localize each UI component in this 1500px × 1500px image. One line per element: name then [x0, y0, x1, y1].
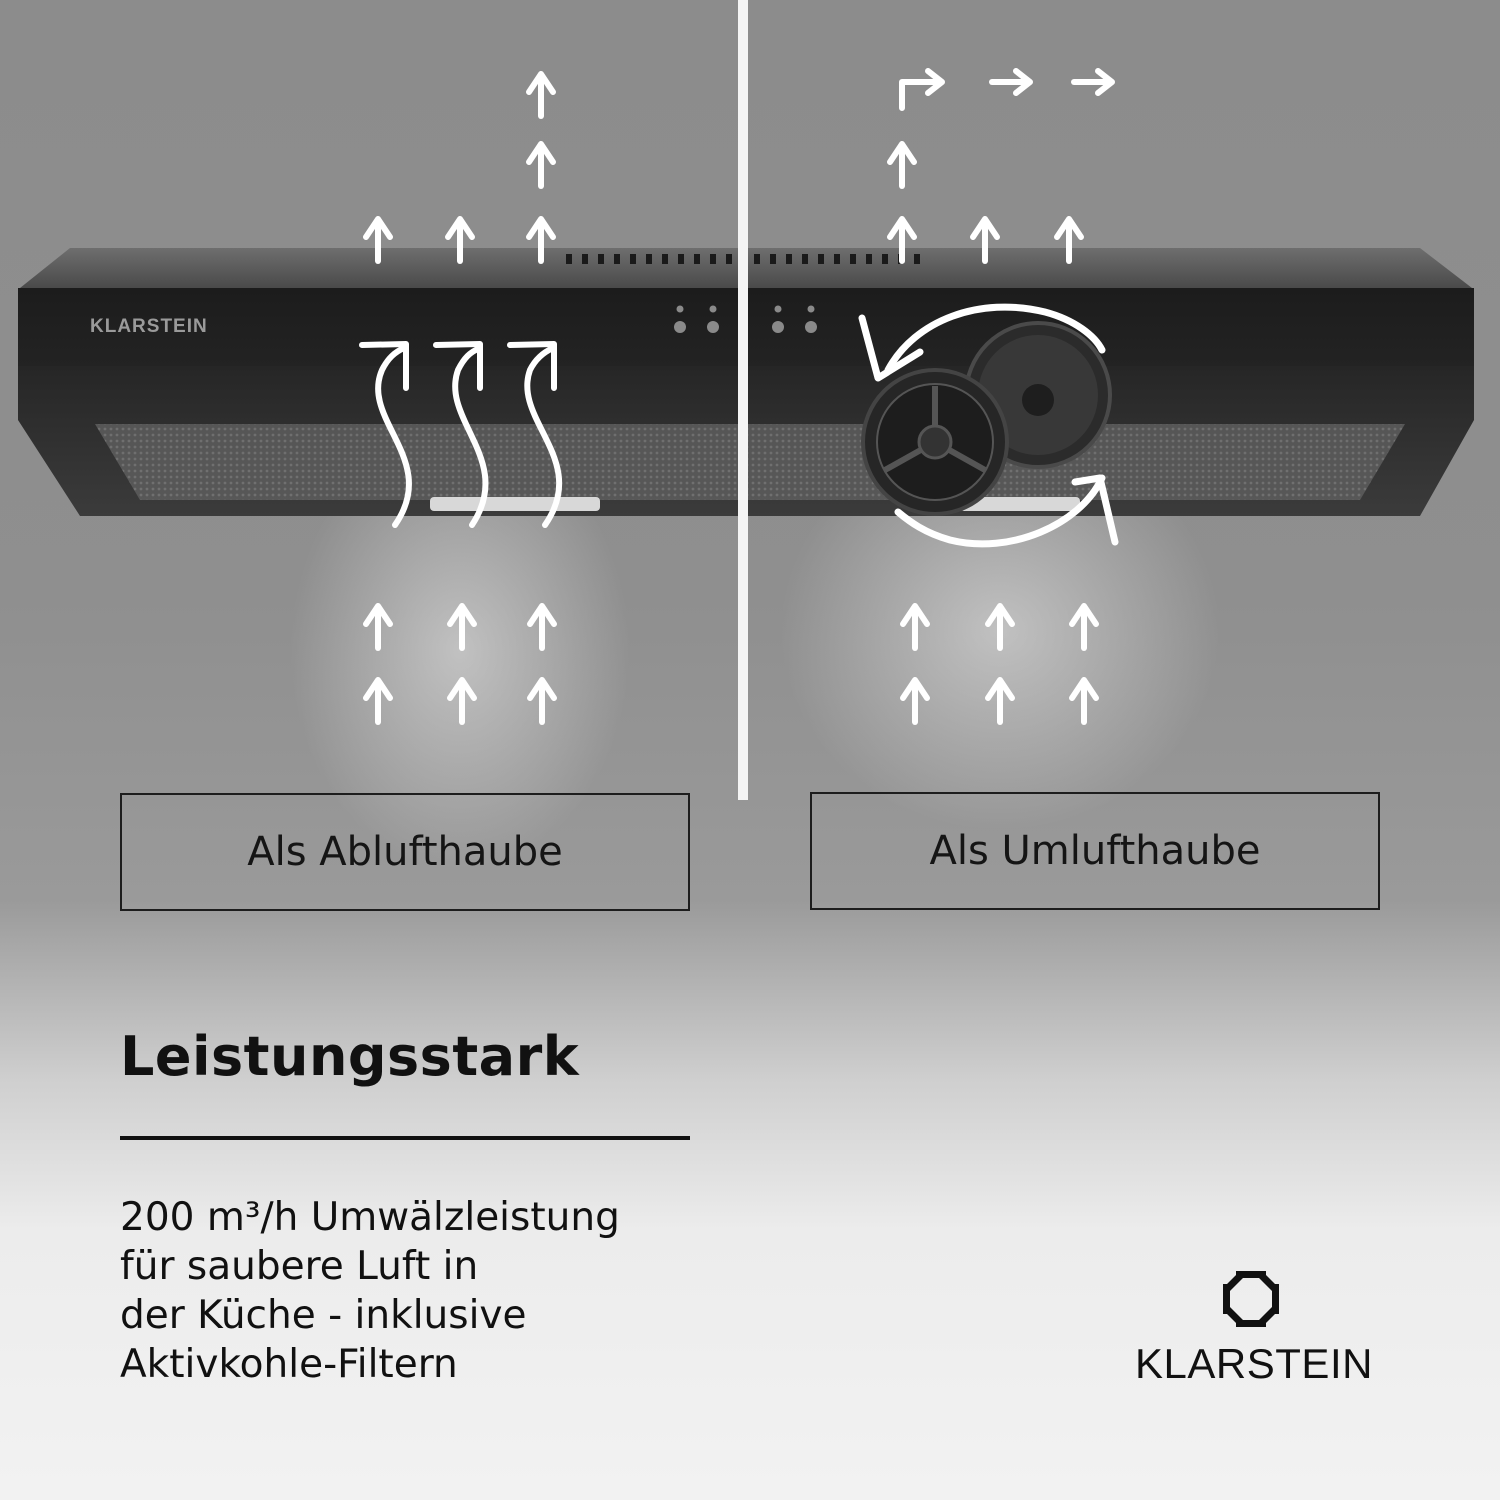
- description: [120, 1193, 740, 1389]
- description-line: für saubere Luft in: [120, 1244, 479, 1289]
- description-line: 200 m³/h Umwälzleistung: [120, 1195, 620, 1240]
- headline: Leistungsstark: [120, 1025, 580, 1088]
- exhaust-mode-label: Als Ablufthaube: [120, 793, 690, 911]
- hood-brand-label: KLARSTEIN: [90, 316, 208, 337]
- description-line: der Küche - inklusive: [120, 1293, 527, 1338]
- klarstein-logo-icon: [1220, 1268, 1282, 1330]
- divider-rule: [120, 1136, 690, 1140]
- description-line: Aktivkohle-Filtern: [120, 1342, 458, 1387]
- klarstein-logo-text: KLARSTEIN: [1135, 1340, 1373, 1387]
- divider-line: [738, 0, 748, 800]
- recirculation-mode-label: Als Umlufthaube: [810, 792, 1380, 910]
